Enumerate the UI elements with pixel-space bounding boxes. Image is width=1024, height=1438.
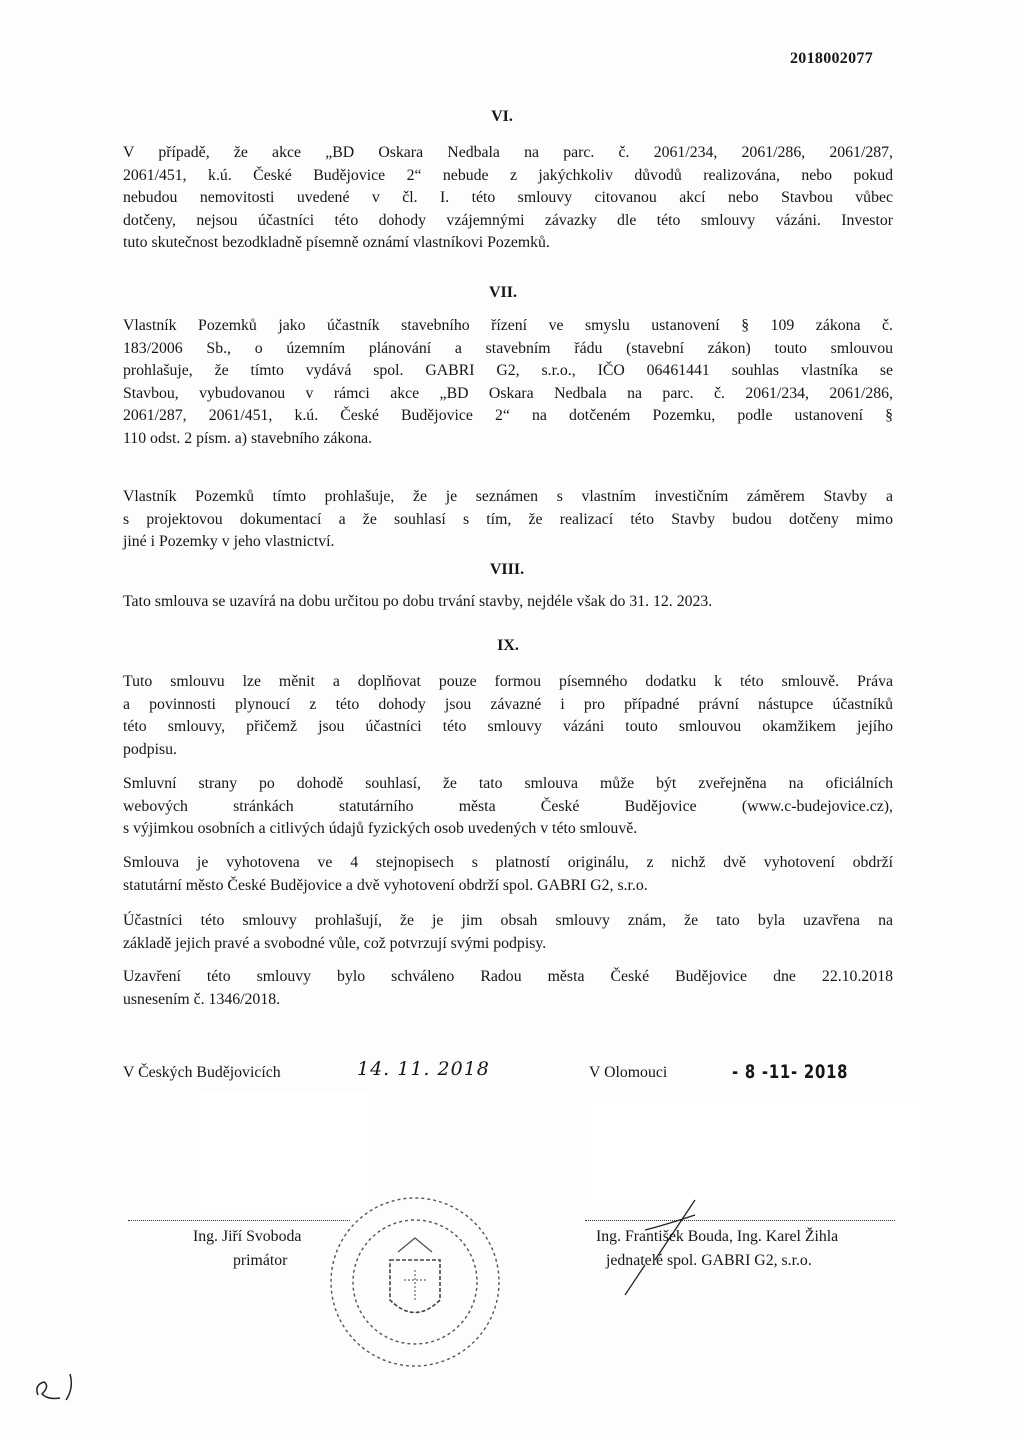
text-line: jiné i Pozemky v jeho vlastnictví. <box>123 533 335 550</box>
signatory-name-right: Ing. František Bouda, Ing. Karel Žihla <box>596 1228 839 1245</box>
section-ix-paragraph-5 <box>123 966 893 1011</box>
text-line: základě jejich pravé a svobodné vůle, což potvrzují svými podpisy. <box>123 934 547 952</box>
text-line: Uzavření této smlouvy bylo schváleno Radou města České Budějovice dne 22.10.2018 <box>123 968 893 985</box>
text-line: s projektovou dokumentací a že souhlasí s tím, že realizací této Stavby budou dotčeny mimo <box>123 510 893 528</box>
section-ix-heading: IX. <box>497 637 519 654</box>
signatory-role-left: primátor <box>233 1252 288 1269</box>
section-ix-paragraph-1 <box>123 671 893 761</box>
signing-place-right: V Olomouci <box>589 1064 668 1081</box>
section-ix-paragraph-2 <box>123 773 893 841</box>
text-line: webových stránkách statutárního města České Budějovice (www.c-budejovice.cz), <box>123 797 893 815</box>
section-vi-text <box>123 142 893 255</box>
text-line: Tato smlouva se uzavírá na dobu určitou po dobu trvání stavby, nejdéle však do 31. 12. 2023. <box>123 593 713 610</box>
section-ix-paragraph-3 <box>123 852 893 897</box>
section-viii-heading: VIII. <box>489 561 525 578</box>
section-vii-paragraph-1 <box>123 315 893 450</box>
section-viii-text <box>123 591 903 614</box>
text-line: usnesením č. 1346/2018. <box>123 990 281 1008</box>
document-number: 2018002077 <box>790 50 873 67</box>
signature-line-left <box>128 1220 350 1221</box>
text-line: nebudou nemovitosti uvedené v čl. I. této smlouvy citovanou akcí nebo Stavbou vůbec <box>123 189 893 206</box>
initials-scribble <box>30 1360 100 1410</box>
signing-place-left: V Českých Budějovicích <box>123 1064 281 1081</box>
signatory-role-right: jednatelé spol. GABRI G2, s.r.o. <box>606 1252 812 1269</box>
section-vii-paragraph-2 <box>123 486 893 554</box>
section-vii-heading: VII. <box>488 284 517 301</box>
official-seal-stamp <box>320 1190 510 1390</box>
section-ix-paragraph-4 <box>123 910 893 955</box>
text-line: Vlastník Pozemků tímto prohlašuje, že je seznámen s vlastním investičním záměrem Stavby a <box>123 488 893 505</box>
text-line: 110 odst. 2 písm. a) stavebního zákona. <box>123 429 373 447</box>
text-line: Účastníci této smlouvy prohlašují, že je jim obsah smlouvy znám, že tato byla uzavřena na <box>123 912 893 929</box>
text-line: podpisu. <box>123 740 177 758</box>
text-line: Smlouva je vyhotovena ve 4 stejnopisech s platností originálu, z nichž dvě vyhotovení obdrží <box>123 854 893 871</box>
text-line: Vlastník Pozemků jako účastník stavebního řízení ve smyslu ustanovení § 109 zákona č. <box>123 317 893 334</box>
handwritten-date: 14. 11. 2018 <box>357 1058 490 1080</box>
text-line: statutární město České Budějovice a dvě vyhotovení obdrží spol. GABRI G2, s.r.o. <box>123 876 648 894</box>
text-line: tuto skutečnost bezodkladně písemně oznámí vlastníkovi Pozemků. <box>123 234 550 251</box>
text-line: dotčeny, nejsou účastníci této dohody vzájemnými závazky dle této smlouvy vázáni. Investor <box>123 211 893 229</box>
text-line: prohlašuje, že tímto vydává spol. GABRI G2, s.r.o., IČO 06461441 souhlas vlastníka se <box>123 362 893 379</box>
text-line: 183/2006 Sb., o územním plánování a stavebním řádu (stavební zákon) touto smlouvou <box>123 339 893 357</box>
signatory-name-left: Ing. Jiří Svoboda <box>193 1228 302 1245</box>
section-vi-heading: VI. <box>491 108 513 125</box>
text-line: Smluvní strany po dohodě souhlasí, že tato smlouva může být zveřejněna na oficiálních <box>123 775 893 792</box>
text-line: a povinnosti plynoucí z této dohody jsou závazné i pro případné právní nástupce účastníků <box>123 695 893 713</box>
text-line: této smlouvy, přičemž jsou účastníci této smlouvy vázáni touto smlouvou okamžikem jejího <box>123 718 893 735</box>
text-line: V případě, že akce „BD Oskara Nedbala na parc. č. 2061/234, 2061/286, 2061/287, <box>123 144 893 161</box>
date-stamp: - 8 -11- 2018 <box>732 1061 849 1083</box>
text-line: Tuto smlouvu lze měnit a doplňovat pouze formou písemného dodatku k této smlouvě. Práva <box>123 673 893 690</box>
text-line: Stavbou, vybudovanou v rámci akce „BD Oskara Nedbala na parc. č. 2061/234, 2061/286, <box>123 384 893 402</box>
text-line: 2061/287, 2061/451, k.ú. České Budějovice 2“ na dotčeném Pozemku, podle ustanovení § <box>123 407 893 424</box>
text-line: 2061/451, k.ú. České Budějovice 2“ nebude z jakýchkoliv důvodů realizována, nebo pokud <box>123 166 893 184</box>
text-line: s výjimkou osobních a citlivých údajů fyzických osob uvedených v této smlouvě. <box>123 820 638 837</box>
